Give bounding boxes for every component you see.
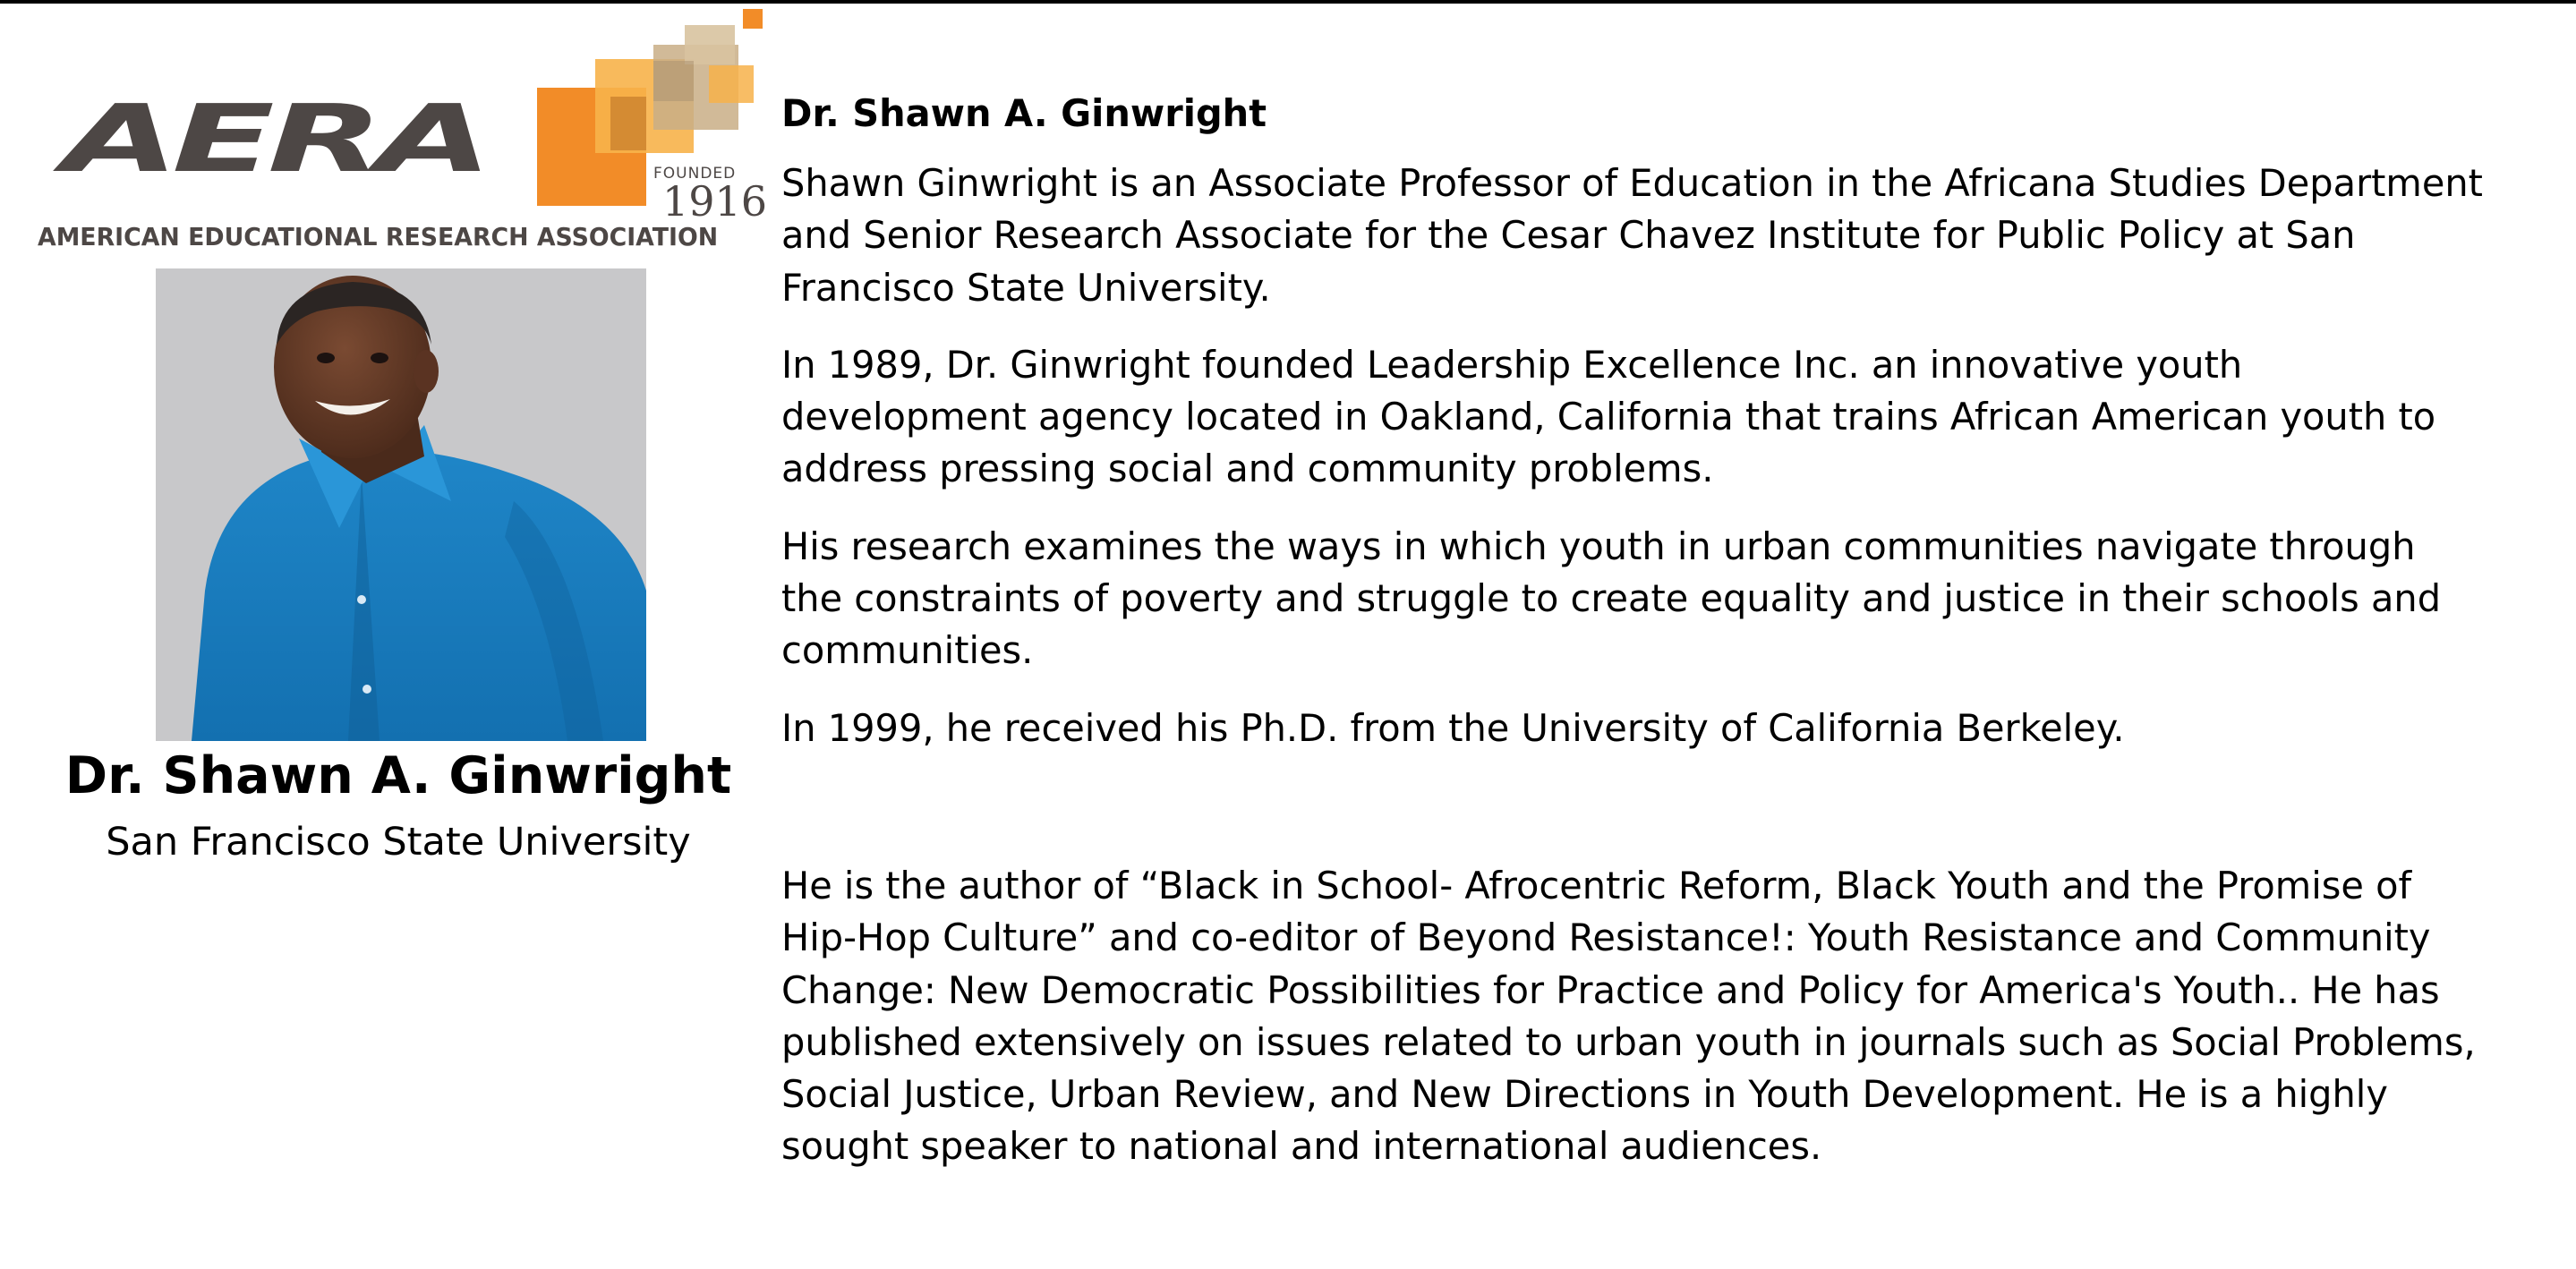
logo-association-name: AMERICAN EDUCATIONAL RESEARCH ASSOCIATION xyxy=(38,222,719,251)
logo-founded-label: FOUNDED xyxy=(653,165,737,183)
aera-logo xyxy=(27,7,770,253)
logo-wordmark: AERA xyxy=(63,84,486,193)
portrait-photo xyxy=(156,268,646,741)
bio-paragraph: In 1989, Dr. Ginwright founded Leadership Excellence Inc. an innovative youth development agency located in Oakland, California that trains African American youth to address pressing social and community problems. xyxy=(781,342,2436,491)
bio-paragraph: He is the author of “Black in School- Afrocentric Reform, Black Youth and the Promise of Hip-Hop Culture” and co-editor of Beyond Resistance!: Youth Resistance and Community Change: New Democratic Possibilities for Practice and Policy for America's Youth.. He has published extensively on issues related to urban youth in journals such as Social Problems, Social Justice, Urban Review, and New Directions in Youth Development. He is a highly sought speaker to national and international audiences. xyxy=(781,863,2476,1169)
speaker-name-caption: Dr. Shawn A. Ginwright xyxy=(64,746,732,805)
bio-paragraph: His research examines the ways in which youth in urban communities navigate through the constraints of poverty and struggle to create equality and justice in their schools and communities. xyxy=(781,524,2442,673)
bio-section xyxy=(781,88,2486,1198)
bio-paragraph: Shawn Ginwright is an Associate Professor of Education in the Africana Studies Department and Senior Research Associate for the Cesar Chavez Institute for Public Policy at San Francisco State University. xyxy=(781,161,2483,310)
portrait-photo-icon xyxy=(156,268,646,741)
bio-heading: Dr. Shawn A. Ginwright xyxy=(781,91,1267,135)
bio-paragraph: In 1999, he received his Ph.D. from the University of California Berkeley. xyxy=(781,705,2125,750)
speaker-affiliation-caption: San Francisco State University xyxy=(106,820,691,864)
top-border xyxy=(0,0,2576,4)
logo-founded-year: 1916 xyxy=(662,177,768,226)
